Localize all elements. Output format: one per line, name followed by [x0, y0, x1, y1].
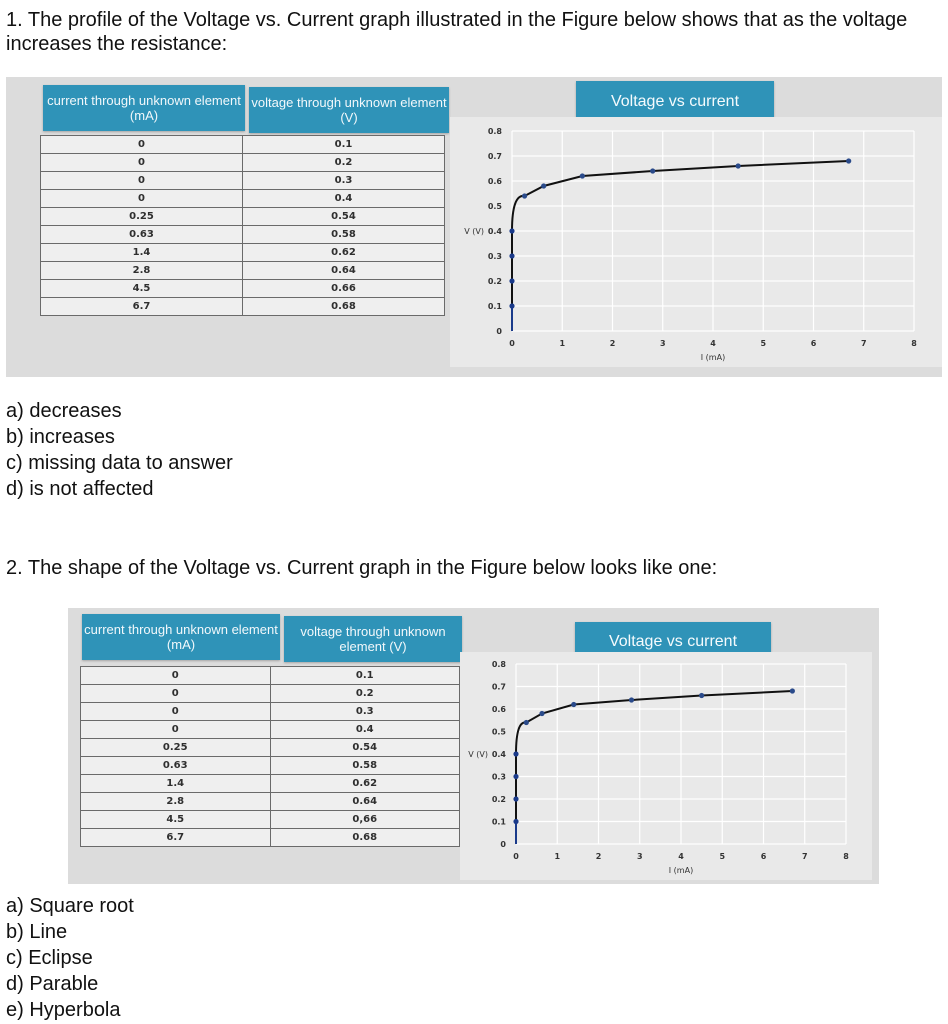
- voltage-cell: 0.58: [270, 757, 460, 775]
- y-axis-label: V (V): [464, 227, 484, 236]
- x-tick-label: 5: [760, 339, 767, 348]
- current-cell: 0: [81, 667, 271, 685]
- table-row: [41, 190, 445, 208]
- x-axis-label: I (mA): [700, 353, 726, 362]
- x-tick-label: 7: [860, 339, 867, 348]
- question-2-text: 2. The shape of the Voltage vs. Current graph in the Figure below looks like one:: [6, 557, 718, 579]
- data-point: [539, 711, 544, 716]
- figure-2: [68, 608, 879, 884]
- x-tick-label: 0: [513, 852, 519, 861]
- current-cell: 0.25: [41, 208, 243, 226]
- x-tick-label: 7: [801, 852, 808, 861]
- y-tick-label: 0.6: [487, 177, 502, 186]
- table-row: [41, 172, 445, 190]
- voltage-cell: 0.3: [243, 172, 445, 190]
- data-point: [524, 720, 529, 725]
- current-column-header: current through unknown element (mA): [82, 614, 280, 660]
- question-1-options: [6, 398, 233, 502]
- data-point: [699, 693, 704, 698]
- y-tick-label: 0.2: [487, 277, 502, 286]
- voltage-column-header: voltage through unknown element (V): [284, 616, 462, 662]
- voltage-cell: 0.1: [270, 667, 460, 685]
- current-cell: 1.4: [41, 244, 243, 262]
- y-tick-label: 0: [496, 327, 502, 336]
- data-point: [571, 702, 576, 707]
- current-column-header: current through unknown element (mA): [43, 85, 245, 131]
- question-1-text: 1. The profile of the Voltage vs. Current graph illustrated in the Figure below shows that as the voltage increases the resistance:: [6, 9, 908, 55]
- current-cell: 0: [41, 154, 243, 172]
- table-row: [81, 757, 460, 775]
- table-row: [81, 667, 460, 685]
- data-point: [736, 163, 741, 168]
- x-tick-label: 8: [843, 852, 849, 861]
- data-point: [522, 193, 527, 198]
- current-cell: 1.4: [81, 775, 271, 793]
- data-point: [541, 183, 546, 188]
- y-tick-label: 0: [500, 840, 506, 849]
- x-tick-label: 6: [760, 852, 767, 861]
- x-tick-label: 6: [810, 339, 817, 348]
- y-tick-label: 0.4: [487, 227, 502, 236]
- data-point: [509, 253, 514, 258]
- table-row: [81, 721, 460, 739]
- table-row: [41, 262, 445, 280]
- x-axis-label: I (mA): [668, 866, 694, 875]
- y-tick-label: 0.5: [487, 202, 502, 211]
- voltage-cell: 0.2: [243, 154, 445, 172]
- current-cell: 2.8: [41, 262, 243, 280]
- data-table: [80, 666, 460, 847]
- voltage-cell: 0.68: [270, 829, 460, 847]
- table-row: [41, 136, 445, 154]
- y-tick-label: 0.5: [491, 727, 506, 737]
- figure-1: [6, 77, 942, 377]
- data-point: [650, 168, 655, 173]
- y-tick-label: 0.4: [491, 750, 506, 759]
- voltage-cell: 0.1: [243, 136, 445, 154]
- data-point: [513, 751, 518, 756]
- voltage-cell: 0.3: [270, 703, 460, 721]
- option-item[interactable]: b) increases: [6, 426, 115, 448]
- option-item[interactable]: e) Hyperbola: [6, 999, 121, 1021]
- current-cell: 0: [81, 721, 271, 739]
- y-tick-label: 0.2: [491, 795, 506, 804]
- x-tick-label: 2: [595, 852, 602, 861]
- voltage-cell: 0.66: [243, 280, 445, 298]
- current-cell: 4.5: [81, 811, 271, 829]
- voltage-cell: 0.64: [270, 793, 460, 811]
- voltage-current-chart: [460, 652, 872, 880]
- table-row: [81, 739, 460, 757]
- x-tick-label: 2: [609, 339, 616, 348]
- table-row: [81, 811, 460, 829]
- voltage-cell: 0.62: [243, 244, 445, 262]
- data-point: [629, 697, 634, 702]
- data-point: [513, 819, 518, 824]
- data-point: [513, 774, 518, 779]
- voltage-cell: 0.68: [243, 298, 445, 316]
- x-tick-label: 5: [719, 852, 726, 861]
- option-item[interactable]: a) Square root: [6, 895, 134, 917]
- voltage-cell: 0.2: [270, 685, 460, 703]
- option-item[interactable]: d) is not affected: [6, 478, 154, 500]
- voltage-cell: 0.62: [270, 775, 460, 793]
- y-tick-label: 0.7: [487, 152, 502, 161]
- option-item[interactable]: d) Parable: [6, 973, 99, 995]
- current-cell: 6.7: [41, 298, 243, 316]
- option-item[interactable]: b) Line: [6, 921, 68, 943]
- data-point: [509, 278, 514, 283]
- data-point: [513, 796, 518, 801]
- option-item[interactable]: a) decreases: [6, 400, 122, 422]
- table-row: [41, 154, 445, 172]
- data-point: [509, 303, 514, 308]
- chart-title: Voltage vs current: [576, 81, 774, 123]
- x-tick-label: 3: [636, 852, 643, 861]
- current-cell: 0: [41, 172, 243, 190]
- y-tick-label: 0.3: [491, 772, 506, 782]
- data-point: [580, 173, 585, 178]
- chart-title: Voltage vs current: [575, 622, 771, 662]
- x-tick-label: 3: [659, 339, 666, 348]
- voltage-cell: 0.64: [243, 262, 445, 280]
- current-cell: 0.25: [81, 739, 271, 757]
- x-tick-label: 4: [678, 852, 684, 861]
- y-tick-label: 0.3: [487, 252, 502, 261]
- option-item[interactable]: c) Eclipse: [6, 947, 93, 969]
- voltage-current-chart: [450, 117, 942, 367]
- chart-svg: [450, 117, 942, 367]
- table-row: [81, 793, 460, 811]
- x-tick-label: 1: [554, 852, 561, 861]
- current-cell: 0: [41, 190, 243, 208]
- voltage-cell: 0.54: [270, 739, 460, 757]
- data-point: [509, 228, 514, 233]
- voltage-cell: 0,66: [270, 811, 460, 829]
- y-tick-label: 0.8: [491, 660, 506, 669]
- current-cell: 2.8: [81, 793, 271, 811]
- y-tick-label: 0.7: [491, 682, 506, 692]
- current-cell: 0.63: [41, 226, 243, 244]
- chart-svg: [460, 652, 872, 880]
- table-row: [41, 244, 445, 262]
- data-table: [40, 135, 445, 316]
- table-row: [41, 280, 445, 298]
- table-row: [41, 208, 445, 226]
- current-cell: 6.7: [81, 829, 271, 847]
- table-row: [81, 829, 460, 847]
- y-tick-label: 0.6: [491, 705, 506, 714]
- table-row: [41, 298, 445, 316]
- y-tick-label: 0.1: [491, 817, 506, 827]
- voltage-cell: 0.58: [243, 226, 445, 244]
- voltage-cell: 0.4: [270, 721, 460, 739]
- table-row: [41, 226, 445, 244]
- current-cell: 0: [81, 703, 271, 721]
- voltage-cell: 0.54: [243, 208, 445, 226]
- current-cell: 0: [81, 685, 271, 703]
- x-tick-label: 1: [559, 339, 566, 348]
- table-row: [81, 685, 460, 703]
- voltage-cell: 0.4: [243, 190, 445, 208]
- data-point: [790, 688, 795, 693]
- y-axis-label: V (V): [468, 750, 488, 759]
- voltage-column-header: voltage through unknown element (V): [249, 87, 449, 133]
- table-row: [81, 703, 460, 721]
- option-item[interactable]: c) missing data to answer: [6, 452, 233, 474]
- x-tick-label: 8: [911, 339, 917, 348]
- x-tick-label: 0: [509, 339, 515, 348]
- current-cell: 4.5: [41, 280, 243, 298]
- question-2-options: [6, 893, 134, 1023]
- data-point: [846, 158, 851, 163]
- x-tick-label: 4: [710, 339, 716, 348]
- table-row: [81, 775, 460, 793]
- current-cell: 0.63: [81, 757, 271, 775]
- current-cell: 0: [41, 136, 243, 154]
- y-tick-label: 0.8: [487, 127, 502, 136]
- y-tick-label: 0.1: [487, 302, 502, 311]
